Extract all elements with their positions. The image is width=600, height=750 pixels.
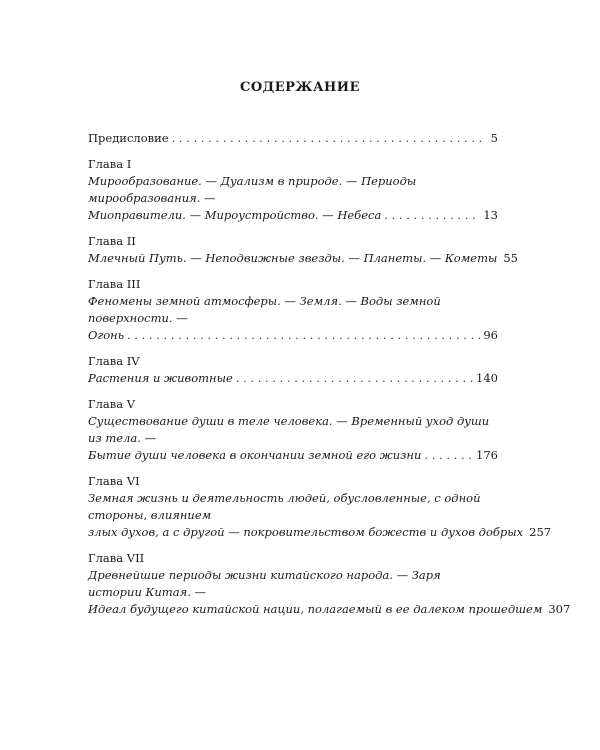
chapter-heading: Глава III: [88, 277, 141, 291]
leader-dots: [127, 327, 480, 344]
page-number: 5: [490, 131, 498, 145]
toc-entry-chapter-2: [88, 233, 518, 267]
page-number: 176: [476, 448, 498, 462]
chapter-heading: Глава I: [88, 157, 132, 171]
chapter-heading: Глава V: [88, 397, 136, 411]
leader-dots: [172, 130, 481, 147]
chapter-desc-line: Феномены земной атмосферы. — Земля. — Воды земной поверхности. —: [88, 294, 441, 325]
chapter-desc-line: Идеал будущего китайской нации, полагаемый в ее далеком прошедшем: [88, 602, 543, 616]
toc-line: [88, 250, 518, 267]
chapter-heading: Глава II: [88, 234, 136, 248]
toc-entry-chapter-4: [88, 353, 498, 387]
chapter-heading: Глава VII: [88, 551, 145, 565]
chapter-desc-line: Древнейшие периоды жизни китайского народа. — Заря истории Китая. —: [88, 568, 441, 599]
chapter-desc-line: Бытие души человека в окончании земной его жизни: [88, 448, 422, 462]
chapter-desc-line: Миоправители. — Мироустройство. — Небеса: [88, 208, 382, 222]
table-of-contents: [88, 130, 571, 627]
toc-entry-chapter-3: [88, 276, 498, 344]
chapter-desc-line: Земная жизнь и деятельность людей, обусловленные, с одной стороны, влиянием: [88, 491, 481, 522]
page-number: 307: [548, 602, 571, 616]
toc-line: [88, 524, 552, 541]
toc-line: [88, 327, 498, 344]
toc-entry-chapter-1: [88, 156, 498, 224]
leader-dots: [236, 370, 473, 387]
leader-dots: [424, 447, 473, 464]
chapter-desc-line: Мирообразование. — Дуализм в природе. — Периоды мирообразования. —: [88, 174, 417, 205]
toc-line: [88, 601, 571, 618]
chapter-desc-line: Огонь: [88, 328, 124, 342]
chapter-desc-line: Существование души в теле человека. — Временный уход души из тела. —: [88, 414, 490, 445]
chapter-heading: Глава IV: [88, 354, 140, 368]
chapter-heading: Глава VI: [88, 474, 140, 488]
toc-line: [88, 207, 498, 224]
toc-entry-chapter-6: [88, 473, 552, 541]
chapter-desc-line: Растения и животные: [88, 371, 233, 385]
toc-entry-label: Предисловие: [88, 131, 169, 145]
toc-line: [88, 130, 498, 147]
page-number: 140: [476, 371, 498, 385]
toc-entry-chapter-5: [88, 396, 498, 464]
leader-dots: [384, 207, 480, 224]
toc-entry-chapter-7: [88, 550, 571, 618]
page-title: СОДЕРЖАНИЕ: [239, 80, 361, 95]
page-number: 55: [503, 251, 518, 265]
toc-line: [88, 447, 498, 464]
page-number: 96: [483, 328, 498, 342]
toc-line: [88, 370, 498, 387]
toc-entry-preface: [88, 130, 498, 147]
page-number: 13: [483, 208, 498, 222]
page-number: 257: [529, 525, 552, 539]
chapter-desc-line: Млечный Путь. — Неподвижные звезды. — Планеты. — Кометы: [88, 251, 498, 265]
chapter-desc-line: злых духов, а с другой — покровительством божеств и духов добрых: [88, 525, 524, 539]
